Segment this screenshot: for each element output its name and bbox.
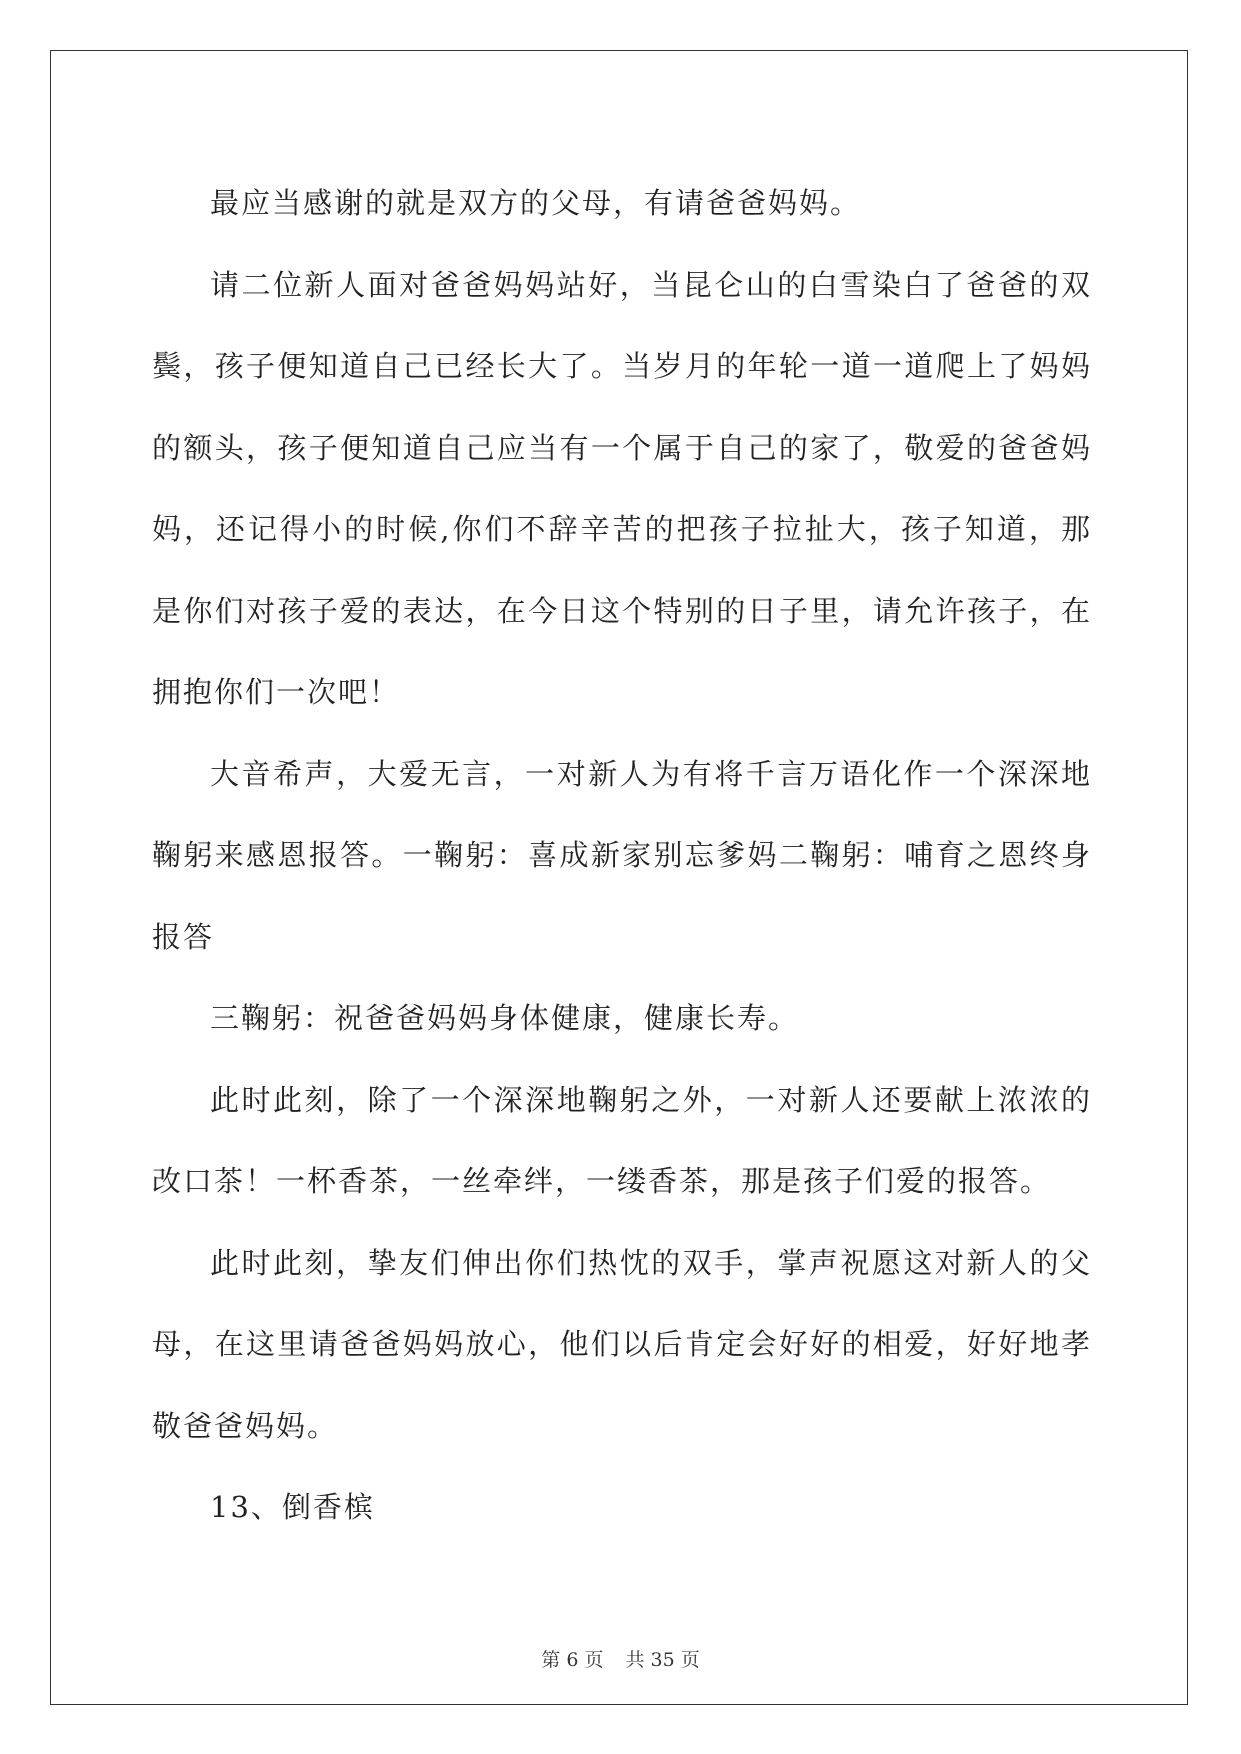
page-footer bbox=[0, 1645, 1241, 1672]
paragraph: 请二位新人面对爸爸妈妈站好，当昆仑山的白雪染白了爸爸的双鬓，孩子便知道自己已经长大了。当岁月的年轮一道一道爬上了妈妈的额头，孩子便知道自己应当有一个属于自己的家了，敬爱的爸爸妈妈，还记得小的时候,你们不辞辛苦的把孩子拉扯大，孩子知道，那是你们对孩子爱的表达，在今日这个特别的日子里，请允许孩子，在拥抱你们一次吧！ bbox=[152, 267, 1092, 709]
paragraph: 此时此刻，除了一个深深地鞠躬之外，一对新人还要献上浓浓的改口茶！一杯香茶，一丝牵绊，一缕香茶，那是孩子们爱的报答。 bbox=[152, 1082, 1092, 1198]
paragraph: 三鞠躬：祝爸爸妈妈身体健康，健康长寿。 bbox=[210, 1001, 800, 1035]
paragraph: 此时此刻，挚友们伸出你们热忱的双手，掌声祝愿这对新人的父母，在这里请爸爸妈妈放心，他们以后肯定会好好的相爱，好好地孝敬爸爸妈妈。 bbox=[152, 1245, 1092, 1443]
paragraph: 最应当感谢的就是双方的父母，有请爸爸妈妈。 bbox=[210, 186, 862, 220]
page-number-total: 共 35 页 bbox=[625, 1649, 700, 1671]
paragraph-heading: 13、倒香槟 bbox=[210, 1490, 375, 1524]
paragraph: 大音希声，大爱无言，一对新人为有将千言万语化作一个深深地鞠躬来感恩报答。一鞠躬：喜成新家别忘爹妈二鞠躬：哺育之恩终身报答 bbox=[152, 756, 1092, 954]
document-body bbox=[152, 163, 1092, 1549]
page-number-current: 第 6 页 bbox=[541, 1649, 604, 1671]
